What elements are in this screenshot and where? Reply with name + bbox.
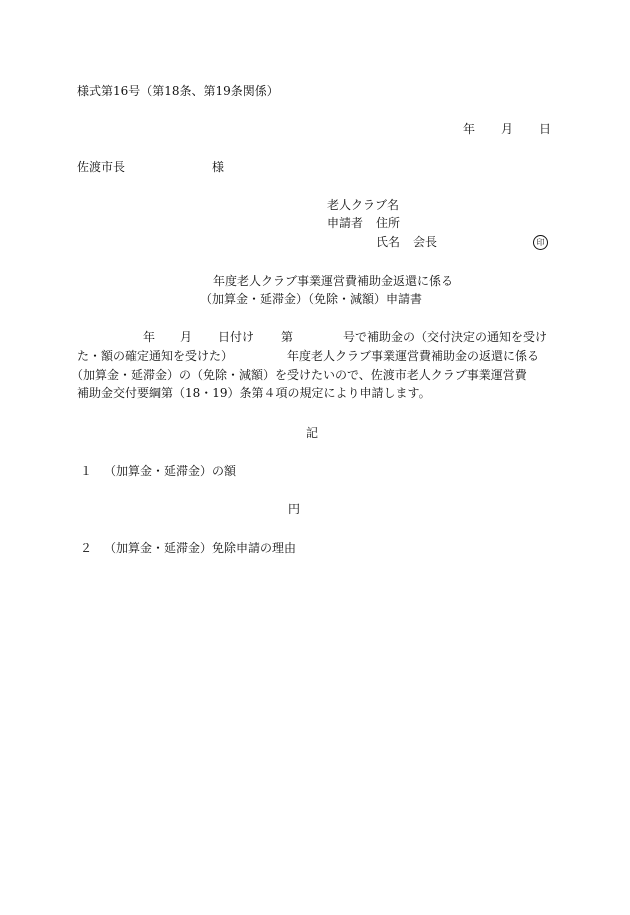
addressee-name: 佐渡市長: [77, 160, 126, 174]
body-line-4: 補助金交付要綱第（18・19）条第４項の規定により申請します。: [77, 386, 431, 400]
body-line-1-rest: 号で補助金の（交付決定の通知を受け: [343, 330, 548, 344]
body-month: 月: [180, 330, 193, 344]
chair-label: 会長: [413, 235, 438, 249]
item-2-label: （加算金・延滞金）免除申請の理由: [104, 541, 297, 555]
addressee-honorific: 様: [212, 160, 225, 174]
date-month: 月: [501, 122, 514, 136]
body-line-2a: た・額の確定通知を受けた）: [77, 349, 234, 363]
name-label: 氏名: [376, 235, 401, 249]
body-line-3: （加算金・延滞金）の（免除・減額）を受けたいので、佐渡市老人クラブ事業運営費: [71, 368, 527, 382]
item-2-number: ２: [80, 541, 93, 555]
date-year: 年: [463, 122, 476, 136]
club-name-label: 老人クラブ名: [327, 198, 400, 212]
form-number: 様式第16号（第18条、第19条関係）: [77, 84, 279, 98]
body-year: 年: [143, 330, 156, 344]
note-heading: 記: [306, 426, 319, 440]
applicant-label: 申請者: [327, 216, 364, 230]
seal-mark: 印: [533, 235, 548, 250]
body-line-2b: 年度老人クラブ事業運営費補助金の返還に係る: [287, 349, 540, 363]
item-1-label: （加算金・延滞金）の額: [104, 464, 237, 478]
amount-unit: 円: [288, 502, 301, 516]
title-line-2: （加算金・延滞金）（免除・減額）申請書: [200, 292, 423, 306]
item-1-number: １: [80, 464, 93, 478]
body-date: 日付け: [218, 330, 255, 344]
body-no: 第: [281, 330, 294, 344]
address-label: 住所: [376, 216, 401, 230]
title-line-1: 年度老人クラブ事業運営費補助金返還に係る: [213, 274, 454, 288]
date-day: 日: [539, 122, 552, 136]
